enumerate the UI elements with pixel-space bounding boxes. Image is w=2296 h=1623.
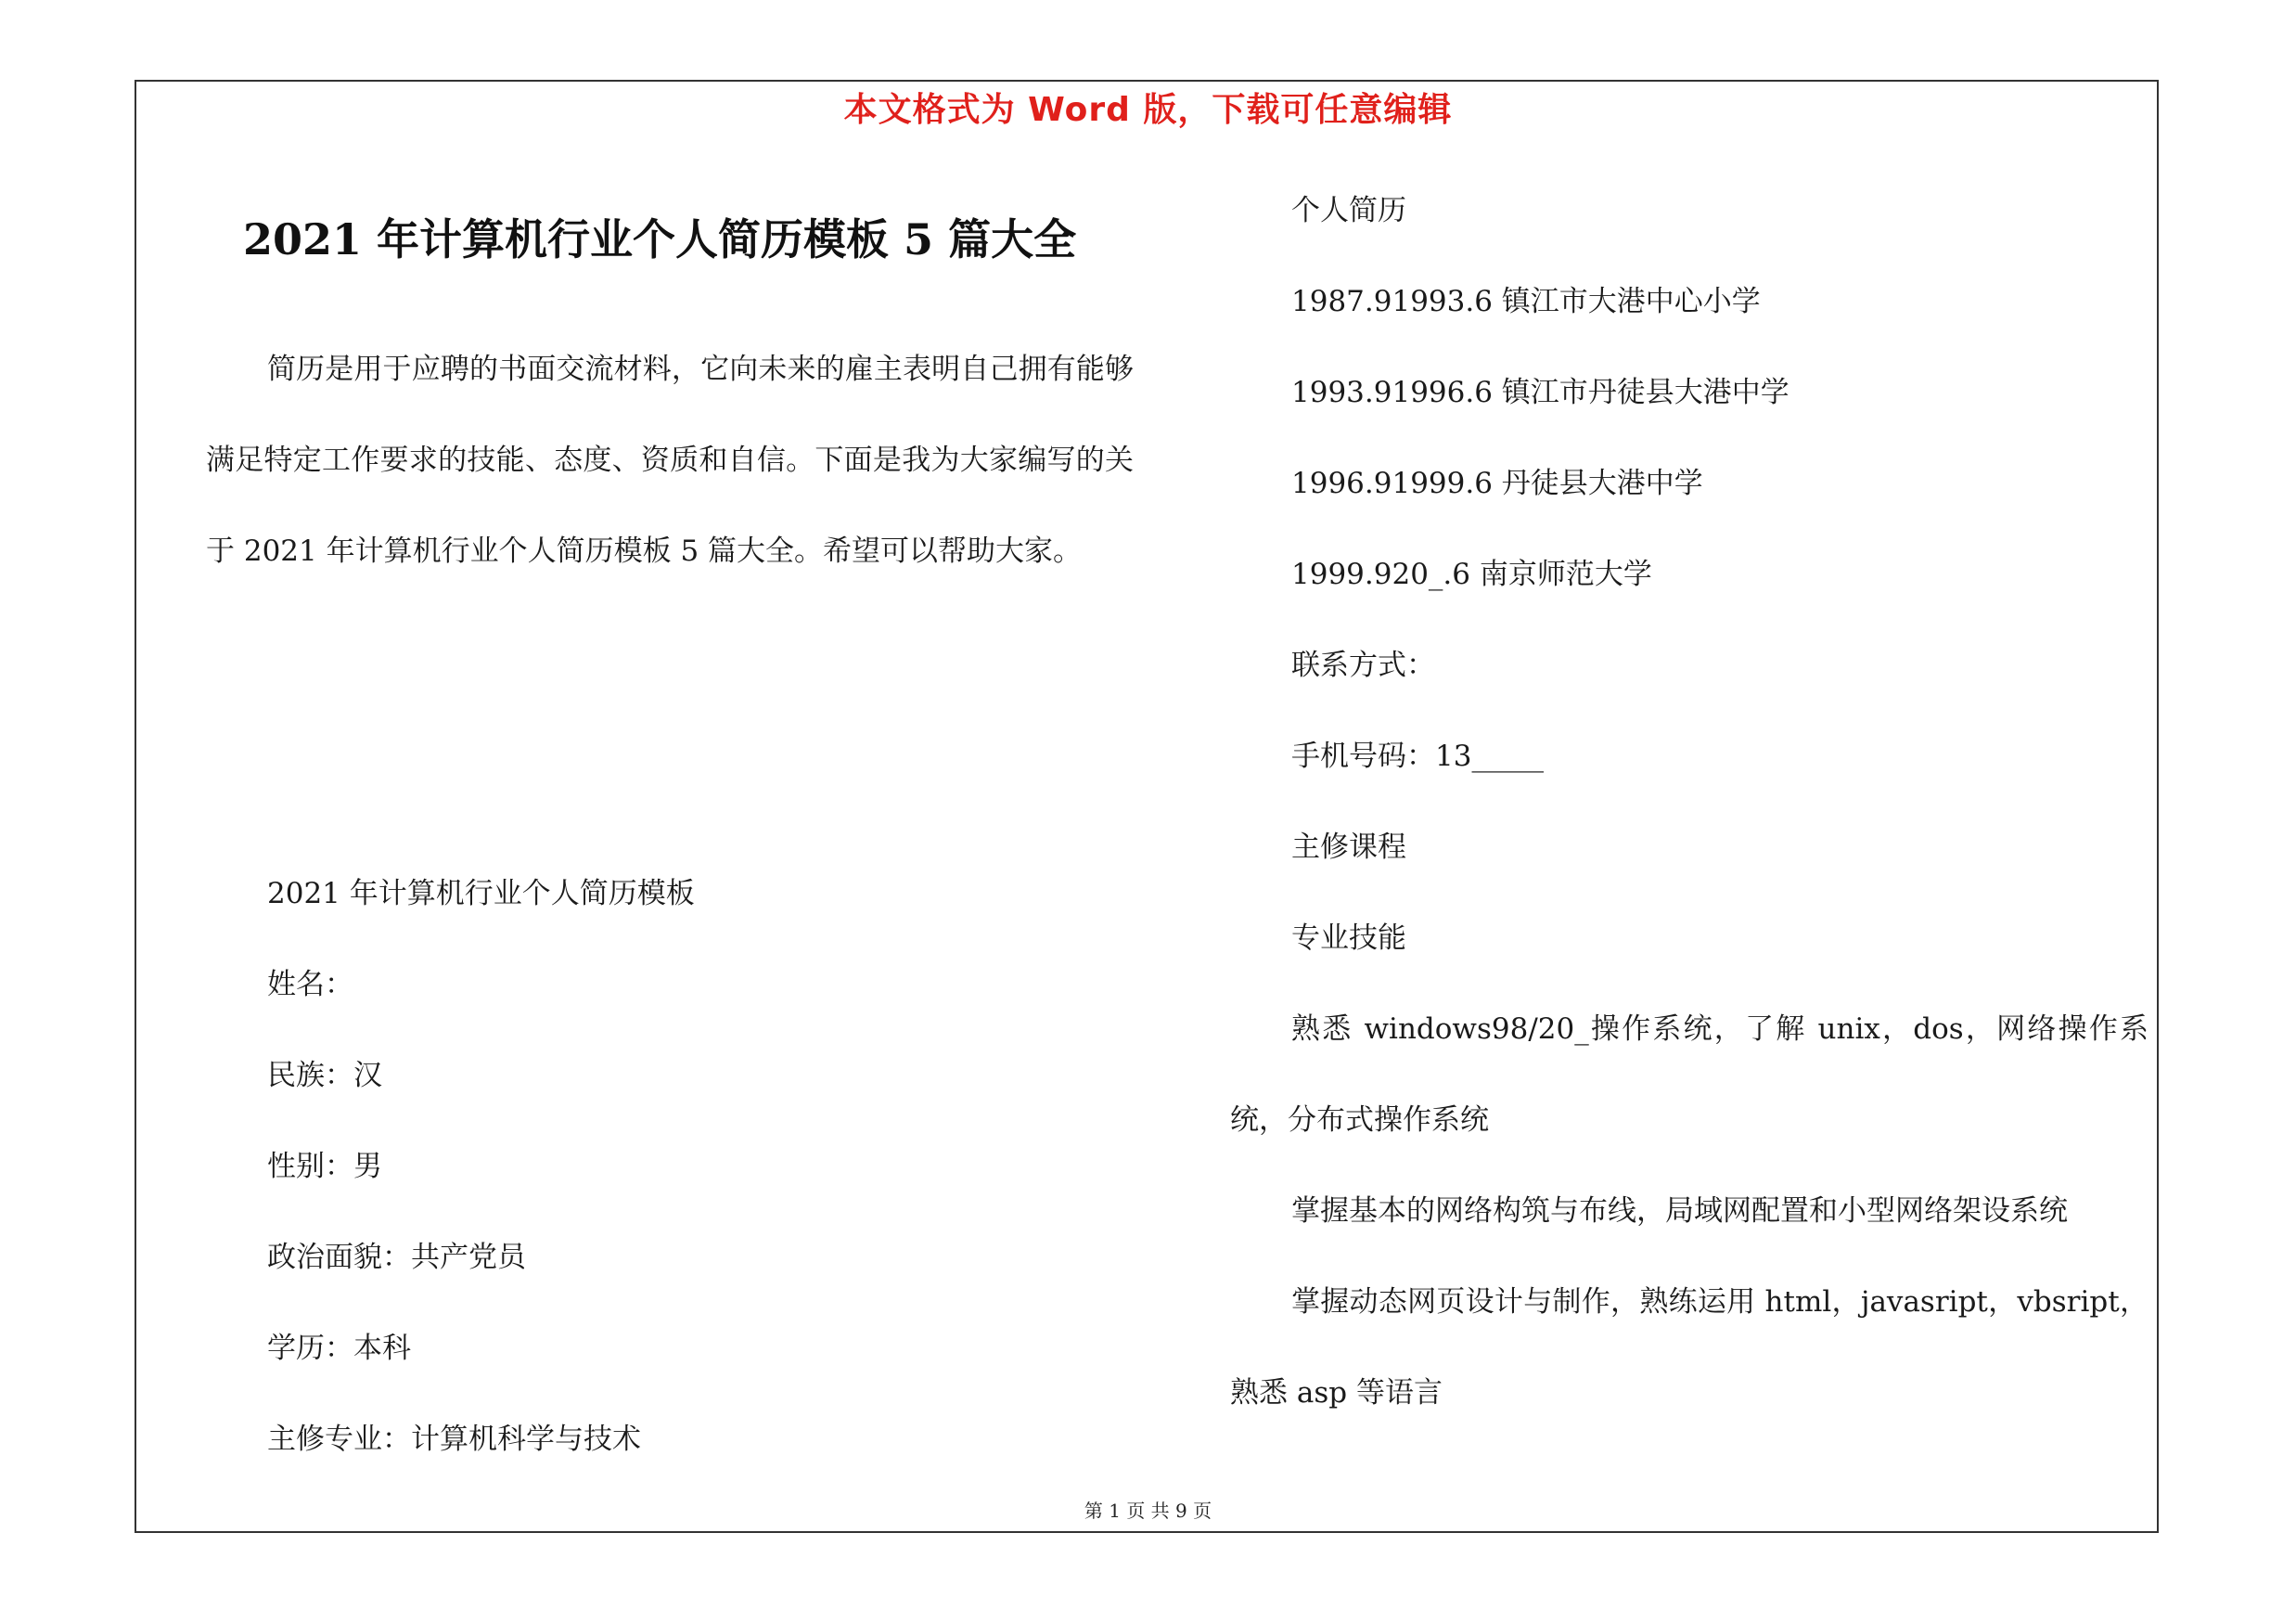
education-history-item: 1993.91996.6 镇江市丹徒县大港中学 (1291, 376, 1789, 409)
resume-basic-info (267, 872, 1102, 1509)
education-history-item: 1996.91999.6 丹徒县大港中学 (1291, 467, 1703, 500)
phone-field: 手机号码：13_____ (1291, 740, 1544, 773)
skill-paragraph: 掌握动态网页设计与制作，熟练运用 html，javasript，vbsript，熟悉 asp 等语言 (1230, 1285, 2148, 1410)
resume-section-heading: 个人简历 (1291, 194, 1406, 227)
education-history-item: 1999.920_.6 南京师范大学 (1291, 558, 1652, 591)
courses-heading: 主修课程 (1291, 831, 1406, 864)
gender-field: 性别：男 (267, 1150, 382, 1183)
page-number-footer: 第 1 页 共 9 页 (1084, 1500, 1212, 1522)
education-history-item: 1987.91993.6 镇江市大港中心小学 (1291, 285, 1761, 318)
intro-paragraph: 简历是用于应聘的书面交流材料，它向未来的雇主表明自己拥有能够满足特定工作要求的技能、态度、资质和自信。下面是我为大家编写的关于 2021 年计算机行业个人简历模板 5 篇大全。希望可以帮助大家。 (206, 353, 1134, 568)
resume-details-column (1230, 189, 2148, 1462)
contact-heading: 联系方式： (1291, 649, 1435, 682)
resume-heading: 2021 年计算机行业个人简历模板 (267, 877, 695, 910)
ethnicity-field: 民族：汉 (267, 1059, 382, 1092)
name-field: 姓名： (267, 968, 353, 1001)
education-field: 学历：本科 (267, 1332, 411, 1365)
skills-heading: 专业技能 (1291, 921, 1406, 955)
format-banner: 本文格式为 Word 版，下载可任意编辑 (843, 91, 1453, 129)
major-field: 主修专业：计算机科学与技术 (267, 1423, 641, 1456)
skill-paragraph: 熟悉 windows98/20_操作系统，了解 unix，dos，网络操作系统，分布式操作系统 (1230, 1012, 2148, 1137)
skill-paragraph: 掌握基本的网络构筑与布线，局域网配置和小型网络架设系统 (1291, 1194, 2068, 1228)
document-title: 2021 年计算机行业个人简历模板 5 篇大全 (243, 214, 1077, 264)
political-status-field: 政治面貌：共产党员 (267, 1241, 526, 1274)
